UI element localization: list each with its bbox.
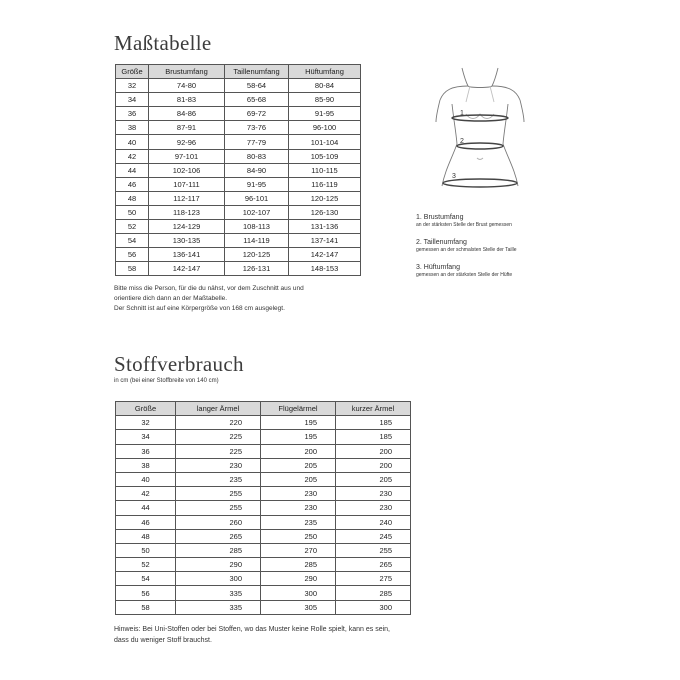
table-row [116,558,411,572]
table-row [116,149,361,163]
table-row [116,205,361,219]
table-cell: 285 [336,586,411,600]
table-cell: 225 [176,444,261,458]
table-cell: 205 [261,472,336,486]
table-cell: 285 [176,543,261,557]
table-cell: 285 [261,558,336,572]
fabric-table-header-row [116,402,411,416]
table-row [116,220,361,234]
table-cell: 44 [116,501,176,515]
table-cell: 48 [116,529,176,543]
table-row [116,501,411,515]
table-cell: 48 [116,191,149,205]
hint-line: dass du weniger Stoff brauchst. [114,637,212,644]
table-cell: 290 [176,558,261,572]
table-cell: 36 [116,444,176,458]
table-cell: 34 [116,93,149,107]
table-cell: 54 [116,572,176,586]
table-cell: 270 [261,543,336,557]
table-row [116,600,411,614]
table-cell: 255 [176,501,261,515]
table-cell: 102-107 [225,205,289,219]
hip-measure-line [443,179,517,187]
table-cell: 69-72 [225,107,289,121]
table-row [116,177,361,191]
marker-1: 1 [460,110,464,117]
legend-title: 1. Brustumfang [416,214,464,221]
table-cell: 124-129 [149,220,225,234]
table-cell: 42 [116,487,176,501]
table-cell: 42 [116,149,149,163]
table-cell: 335 [176,586,261,600]
table-cell: 290 [261,572,336,586]
table-cell: 84-86 [149,107,225,121]
table-cell: 220 [176,416,261,430]
column-header: Größe [116,65,149,79]
column-header: kurzer Ärmel [336,402,411,416]
table-row [116,93,361,107]
note-line: Bitte miss die Person, für die du nähst, vor dem Zuschnitt aus und [114,285,304,292]
column-header: Größe [116,402,176,416]
size-table-note [114,284,304,314]
table-row [116,430,411,444]
table-cell: 255 [336,543,411,557]
table-cell: 110-115 [289,163,361,177]
table-cell: 46 [116,177,149,191]
table-row [116,248,361,262]
table-cell: 96-101 [225,191,289,205]
table-cell: 85-90 [289,93,361,107]
table-cell: 114-119 [225,234,289,248]
column-header: Taillenumfang [225,65,289,79]
table-row [116,107,361,121]
table-cell: 105-109 [289,149,361,163]
body-measurement-illustration [430,62,530,202]
table-cell: 235 [176,472,261,486]
table-cell: 126-130 [289,205,361,219]
legend-desc: gemessen an der schmalsten Stelle der Taille [416,247,517,253]
table-cell: 142-147 [149,262,225,276]
note-line: Der Schnitt ist auf eine Körpergröße von 168 cm ausgelegt. [114,305,285,312]
table-cell: 58 [116,600,176,614]
table-cell: 80-84 [289,79,361,93]
table-cell: 136-141 [149,248,225,262]
table-cell: 56 [116,586,176,600]
table-cell: 200 [336,458,411,472]
table-row [116,586,411,600]
table-cell: 205 [336,472,411,486]
table-cell: 56 [116,248,149,262]
column-header: langer Ärmel [176,402,261,416]
table-row [116,163,361,177]
table-cell: 80-83 [225,149,289,163]
size-table-title: Maßtabelle [114,31,212,55]
fabric-table-title: Stoffverbrauch [114,352,244,376]
table-cell: 260 [176,515,261,529]
legend-waist [416,239,517,253]
table-cell: 97-101 [149,149,225,163]
table-row [116,458,411,472]
legend-title: 2. Taillenumfang [416,239,467,246]
table-cell: 230 [336,501,411,515]
table-cell: 77-79 [225,135,289,149]
table-cell: 107-111 [149,177,225,191]
table-cell: 126-131 [225,262,289,276]
table-cell: 84-90 [225,163,289,177]
table-cell: 58 [116,262,149,276]
table-cell: 131-136 [289,220,361,234]
table-cell: 32 [116,79,149,93]
table-cell: 205 [261,458,336,472]
table-cell: 81-83 [149,93,225,107]
table-row [116,234,361,248]
table-cell: 91-95 [225,177,289,191]
table-cell: 120-125 [225,248,289,262]
hint-line: Hinweis: Bei Uni-Stoffen oder bei Stoffen, wo das Muster keine Rolle spielt, kann es sein, [114,626,390,633]
column-header: Brustumfang [149,65,225,79]
fabric-table-subtitle: in cm (bei einer Stoffbreite von 140 cm) [114,378,219,384]
table-cell: 335 [176,600,261,614]
legend-bust [416,214,512,228]
table-cell: 230 [261,487,336,501]
table-cell: 195 [261,416,336,430]
table-cell: 40 [116,135,149,149]
table-cell: 96-100 [289,121,361,135]
table-cell: 200 [336,444,411,458]
table-cell: 130-135 [149,234,225,248]
table-row [116,416,411,430]
marker-2: 2 [460,138,464,145]
table-cell: 305 [261,600,336,614]
table-cell: 112-117 [149,191,225,205]
table-cell: 225 [176,430,261,444]
table-cell: 230 [336,487,411,501]
table-cell: 34 [116,430,176,444]
table-cell: 230 [176,458,261,472]
legend-hip [416,264,512,278]
table-row [116,121,361,135]
marker-3: 3 [452,173,456,180]
table-row [116,543,411,557]
table-cell: 73-76 [225,121,289,135]
table-cell: 108-113 [225,220,289,234]
table-row [116,487,411,501]
table-cell: 38 [116,121,149,135]
table-cell: 200 [261,444,336,458]
table-cell: 74-80 [149,79,225,93]
table-cell: 240 [336,515,411,529]
table-cell: 142-147 [289,248,361,262]
table-cell: 230 [261,501,336,515]
fabric-hint [114,624,390,646]
table-cell: 52 [116,558,176,572]
table-row [116,262,361,276]
table-cell: 300 [261,586,336,600]
table-cell: 87-91 [149,121,225,135]
table-row [116,572,411,586]
table-cell: 65-68 [225,93,289,107]
table-cell: 50 [116,543,176,557]
torso-outline [436,68,524,186]
table-cell: 120-125 [289,191,361,205]
table-cell: 91-95 [289,107,361,121]
table-cell: 36 [116,107,149,121]
table-cell: 52 [116,220,149,234]
table-row [116,515,411,529]
table-cell: 44 [116,163,149,177]
table-cell: 101-104 [289,135,361,149]
table-cell: 185 [336,430,411,444]
table-cell: 137-141 [289,234,361,248]
table-row [116,529,411,543]
table-row [116,191,361,205]
legend-title: 3. Hüftumfang [416,264,460,271]
column-header: Hüftumfang [289,65,361,79]
table-cell: 300 [176,572,261,586]
table-cell: 265 [336,558,411,572]
table-cell: 54 [116,234,149,248]
table-cell: 32 [116,416,176,430]
table-cell: 40 [116,472,176,486]
table-cell: 118-123 [149,205,225,219]
table-cell: 102-106 [149,163,225,177]
note-line: orientiere dich dann an der Maßtabelle. [114,295,228,302]
fabric-table [115,401,411,615]
table-cell: 185 [336,416,411,430]
table-cell: 275 [336,572,411,586]
column-header: Flügelärmel [261,402,336,416]
table-row [116,472,411,486]
table-cell: 235 [261,515,336,529]
table-row [116,444,411,458]
size-table [115,64,361,276]
table-cell: 245 [336,529,411,543]
table-cell: 46 [116,515,176,529]
table-cell: 265 [176,529,261,543]
table-cell: 50 [116,205,149,219]
legend-desc: gemessen an der stärksten Stelle der Hüfte [416,272,513,278]
table-cell: 38 [116,458,176,472]
table-cell: 58-64 [225,79,289,93]
legend-desc: an der stärksten Stelle der Brust gemessen [416,222,512,228]
table-cell: 148-153 [289,262,361,276]
table-cell: 250 [261,529,336,543]
table-cell: 116-119 [289,177,361,191]
table-cell: 300 [336,600,411,614]
size-table-header-row [116,65,361,79]
table-cell: 92-96 [149,135,225,149]
table-row [116,79,361,93]
table-row [116,135,361,149]
table-cell: 255 [176,487,261,501]
table-cell: 195 [261,430,336,444]
